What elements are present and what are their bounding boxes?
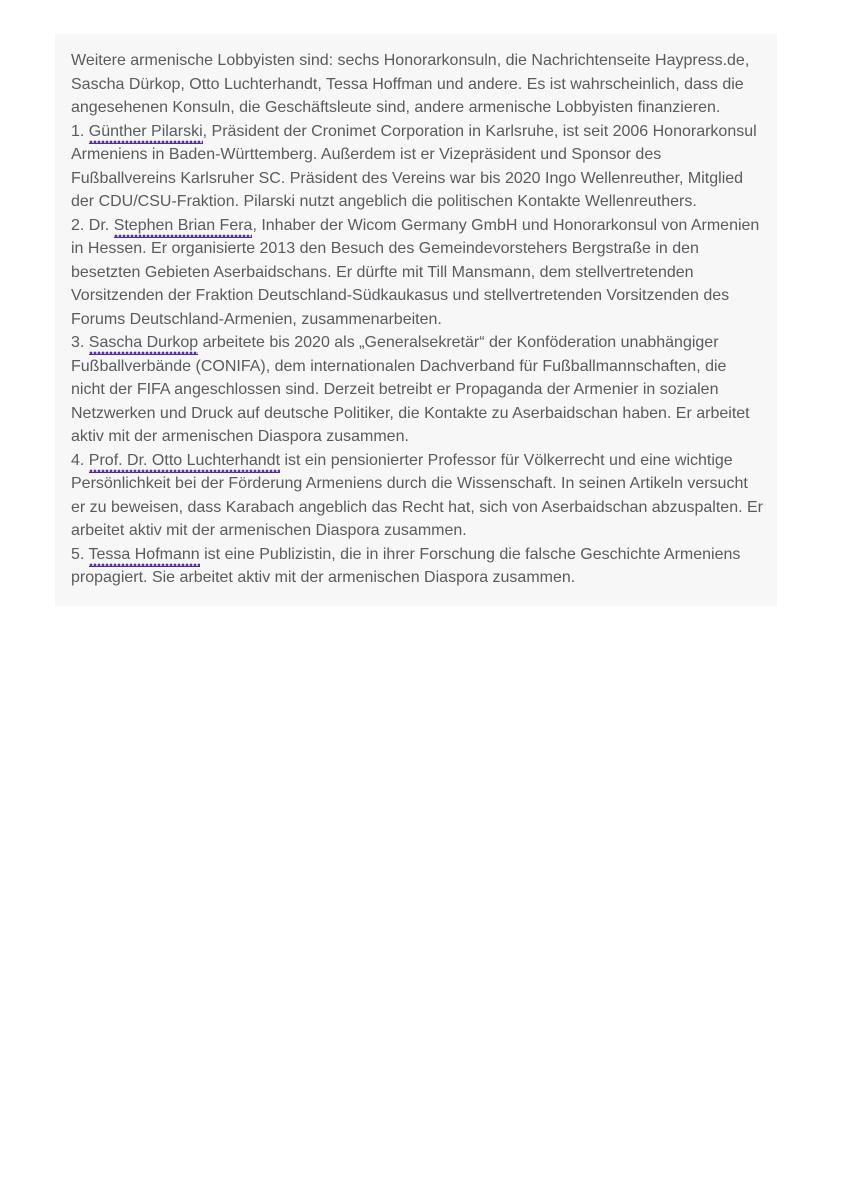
item-text: , Präsident der Cronimet Corporation in Karlsruhe, ist seit 2006 Honorarkonsul Armeniens in Baden-Württemberg. Außerdem ist er Vizepräsident und Sponsor des Fußballvereins Karlsruher SC. Präsident des Vereins war bis 2020 Ingo Wellenreuther, Mitglied der CDU/CSU-Fraktion. Pilarski nutzt angeblich die politischen Kontakte Wellenreuthers. xyxy=(71,122,757,210)
person-name-underlined: Günther Pilarski xyxy=(88,122,203,140)
item-prefix: 3. xyxy=(71,334,89,351)
item-text: , Inhaber der Wicom Germany GmbH und Honorarkonsul von Armenien in Hessen. Er organisierte 2013 den Besuch des Gemeindevorstehers Bergstraße in den besetzten Gebieten Aserbaidschans. Er dürfte mit Till Mansmann, dem stellvertretenden Vorsitzenden der Fraktion Deutschland-Südkaukasus und stellvertretenden Vorsitzenden des Forums Deutschland-Armenien, zusammenarbeiten. xyxy=(71,216,760,328)
person-name-underlined: Sascha Durkop xyxy=(88,334,199,351)
item-prefix: 2. Dr. xyxy=(71,216,114,234)
item-text: ist ein pensionierter Professor für Völkerrecht und eine wichtige Persönlichkeit bei der Förderung Armeniens durch die Wissenschaft. In seinen Artikeln versucht er zu beweisen, dass Karabach angeblich das Recht hat, sich von Aserbaidschan abzuspalten. Er arbeitet aktiv mit der armenischen Diaspora zusammen. xyxy=(71,451,763,539)
list-item-4 xyxy=(71,449,763,543)
list-item-3 xyxy=(71,331,763,449)
person-name-underlined: Stephen Brian Fera xyxy=(113,216,253,234)
list-item-1 xyxy=(71,120,763,214)
text-box xyxy=(55,34,777,606)
person-name-underlined: Tessa Hofmann xyxy=(88,545,200,563)
list-item-2 xyxy=(71,214,763,332)
item-prefix: 4. xyxy=(71,451,89,469)
item-text: ist eine Publizistin, die in ihrer Forschung die falsche Geschichte Armeniens propagiert. Sie arbeitet aktiv mit der armenischen Diaspora zusammen. xyxy=(71,545,741,586)
item-text: arbeitete bis 2020 als „Generalsekretär“ der Konföderation unabhängiger Fußballverbände (CONIFA), dem internationalen Dachverband für Fußballmannschaften, die nicht der FIFA angeschlossen sind. Derzeit betreibt er Propaganda der Armenier in sozialen Netzwerken und Druck auf deutsche Politiker, die Kontakte zu Aserbaidschan haben. Er arbeitet aktiv mit der armenischen Diaspora zusammen. xyxy=(71,334,750,445)
intro-paragraph: Weitere armenische Lobbyisten sind: sechs Honorarkonsuln, die Nachrichtenseite Haypress.de, Sascha Dürkop, Otto Luchterhandt, Tessa Hoffman und andere. Es ist wahrscheinlich, dass die angesehenen Konsuln, die Geschäftsleute sind, andere armenische Lobbyisten finanzieren. xyxy=(71,52,750,116)
item-prefix: 1. xyxy=(71,122,89,140)
person-name-underlined: Prof. Dr. Otto Luchterhandt xyxy=(88,451,281,469)
list-item-5 xyxy=(71,543,763,590)
item-prefix: 5. xyxy=(71,545,89,563)
